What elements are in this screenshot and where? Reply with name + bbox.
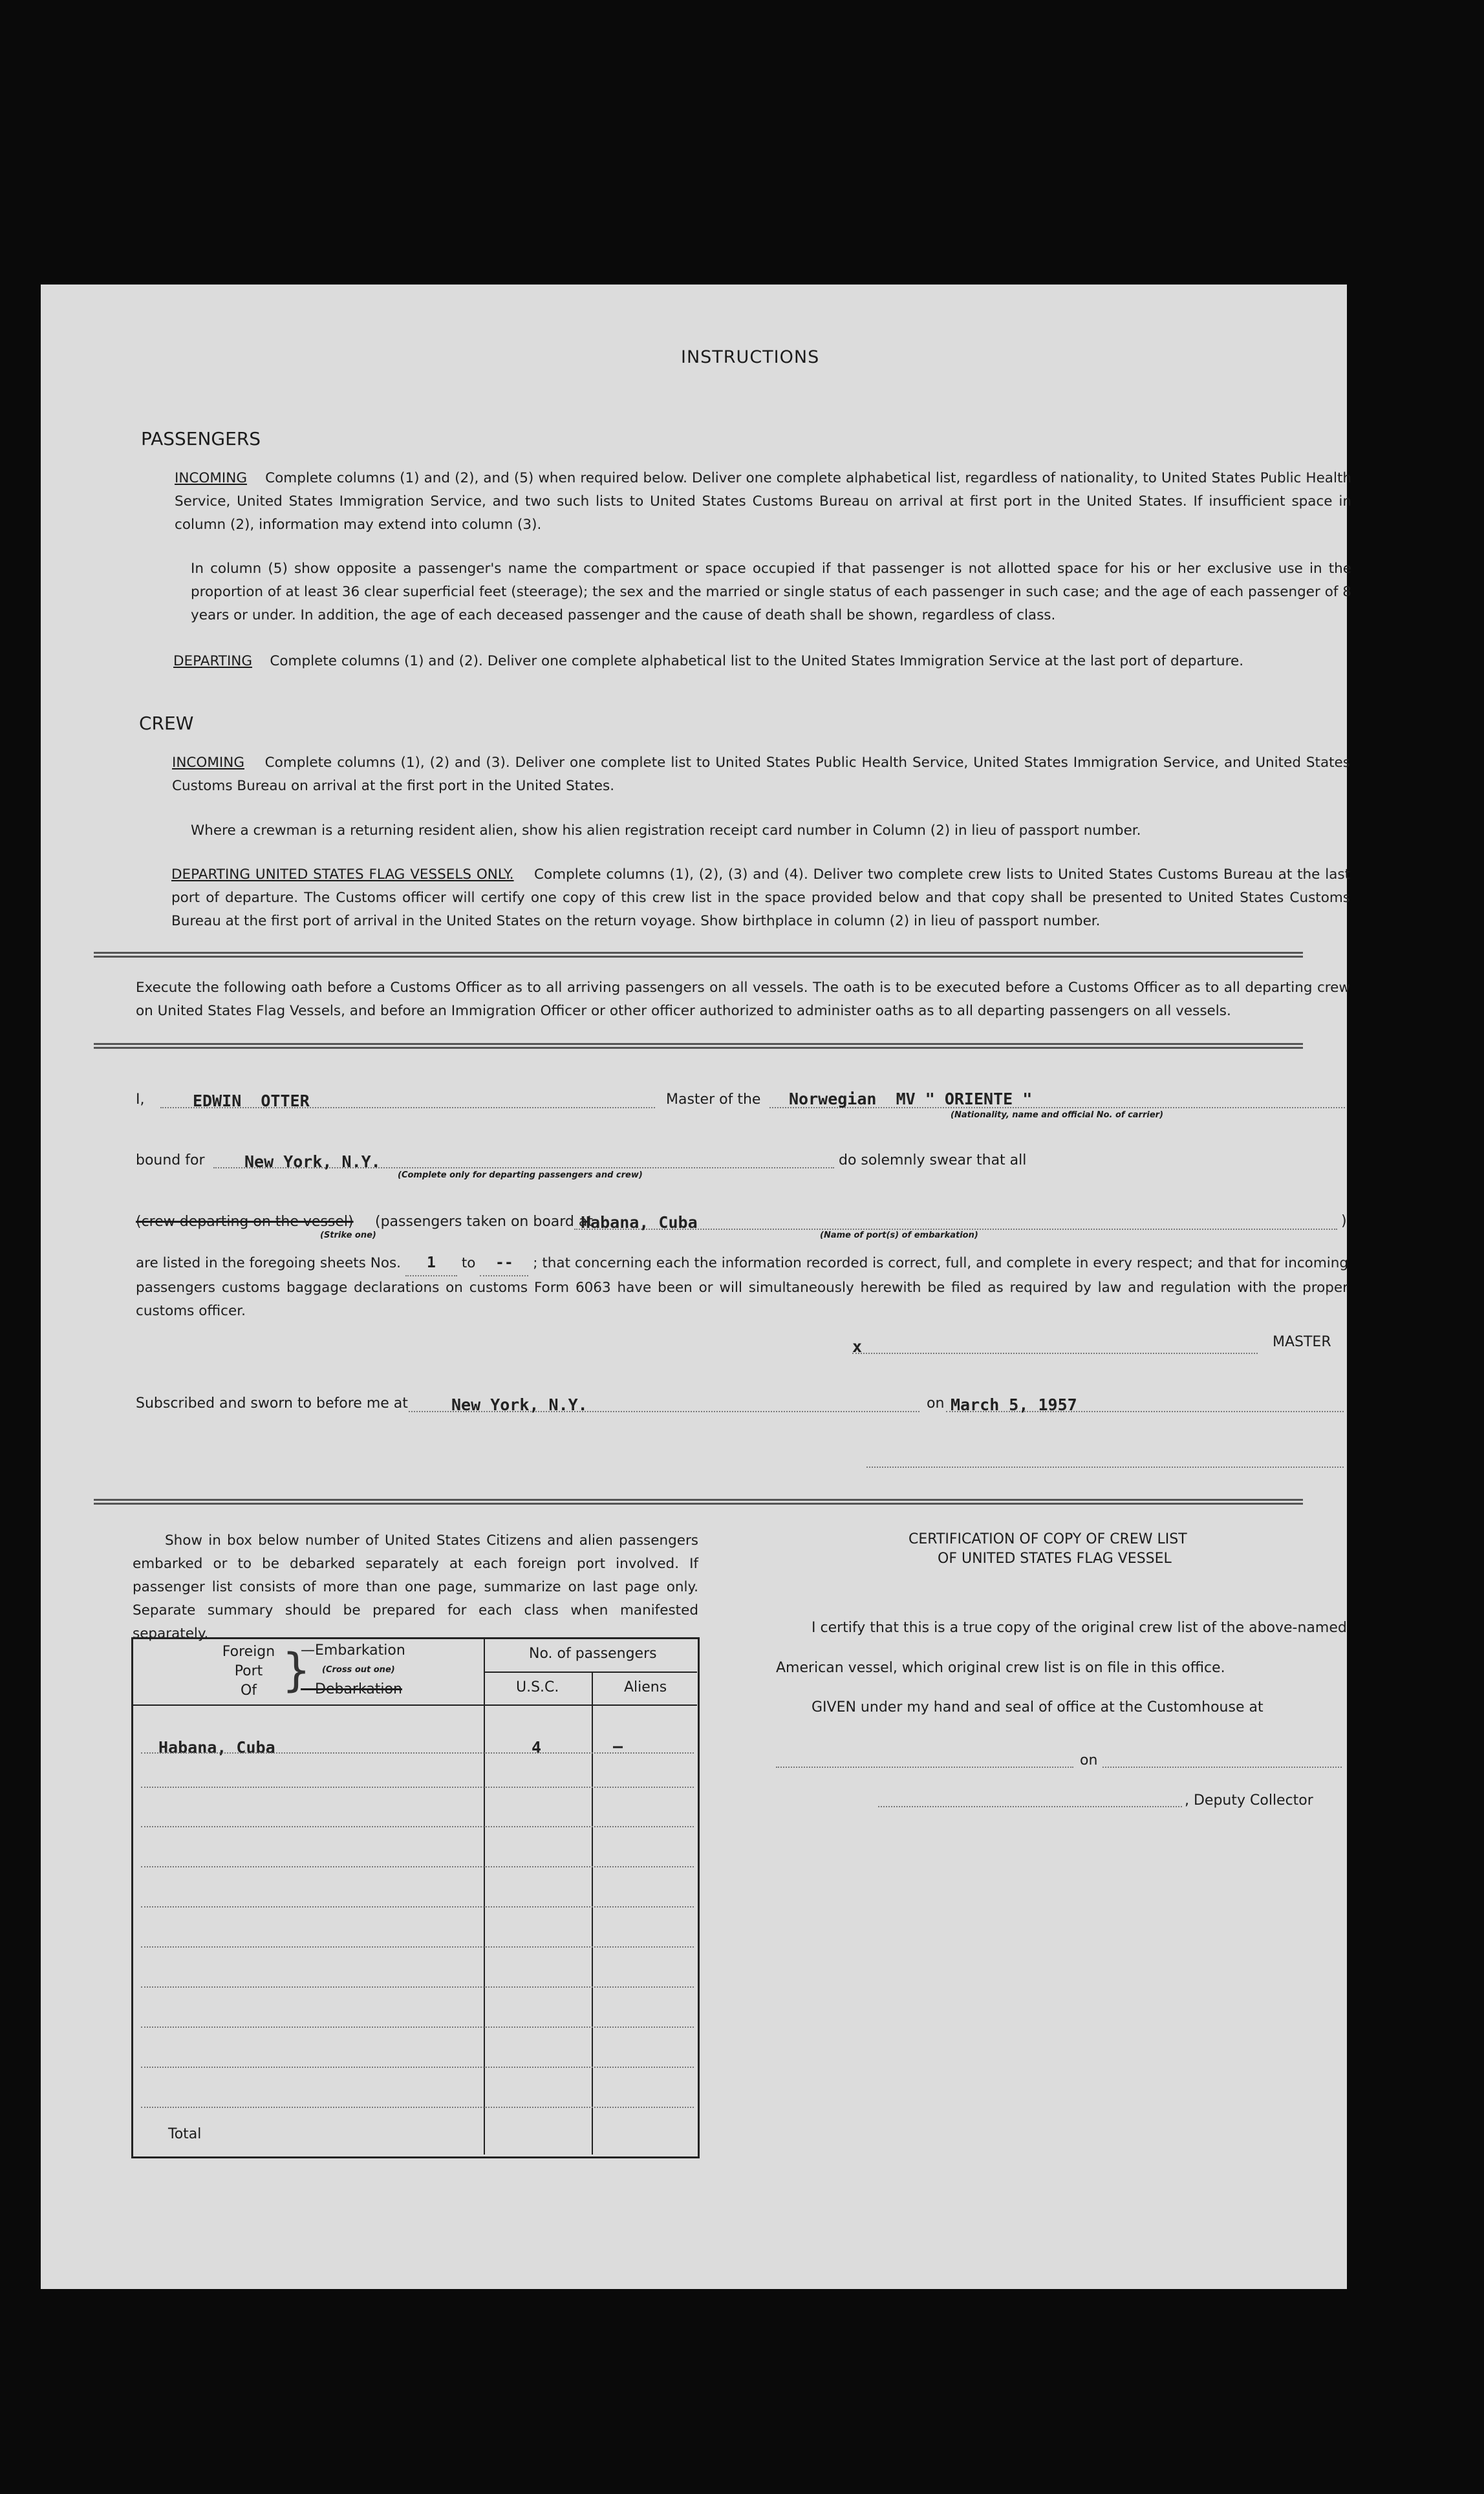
- crew-heading: CREW: [139, 713, 194, 734]
- passengers-departing-text: Complete columns (1) and (2). Deliver one complete alphabetical list to the United States Immigration Service at the last port of departure.: [270, 653, 1244, 669]
- row-usc: 4: [532, 1738, 542, 1757]
- brace: }: [282, 1644, 311, 1697]
- row-line-4: [141, 1866, 694, 1867]
- sworn-on-label: on: [927, 1395, 945, 1412]
- sheet-to: --: [495, 1254, 513, 1271]
- bound-note: (Complete only for departing passengers and crew): [398, 1170, 643, 1180]
- deputy-label: , Deputy Collector: [1185, 1792, 1313, 1809]
- crew-incoming-text: Complete columns (1), (2) and (3). Deliver one complete list to United States Public Health Service, United States Immigration Service, and United States Customs Bureau on arrival at the first port in the United States.: [172, 755, 1350, 794]
- passengers-incoming-text: Complete columns (1) and (2), and (5) when required below. Deliver one complete alphabetical list, regardless of nationality, to United States Public Health Service, United States Immigration Service, and two such lists to United States Customs Bureau on arrival at first port in the United States. If insufficient space in column (2), information may extend into column (3).: [175, 470, 1352, 533]
- row-line-7: [141, 1986, 694, 1988]
- master-name: EDWIN OTTER: [193, 1091, 310, 1110]
- row-line-5: [141, 1906, 694, 1908]
- col-divider-1: [484, 1639, 485, 2155]
- master-label: MASTER: [1273, 1334, 1331, 1350]
- crew-resident: Where a crewman is a returning resident alien, show his alien registration receipt card number in Column (2) in lieu of passport number.: [191, 822, 1141, 839]
- deputy-signature-line: [878, 1806, 1182, 1807]
- cert-line-2: American vessel, which original crew list is on file in this office.: [776, 1660, 1225, 1676]
- port-note: (Name of port(s) of embarkation): [820, 1231, 978, 1240]
- header-bottom-line: [133, 1704, 697, 1706]
- oath-i-label: I,: [136, 1091, 145, 1108]
- passengers-departing: [173, 650, 1350, 673]
- row-line-8: [141, 2026, 694, 2028]
- signature-mark: x: [852, 1337, 863, 1356]
- close-paren: ): [1341, 1213, 1347, 1229]
- strike-note: (Strike one): [320, 1231, 376, 1240]
- master-of-label: Master of the: [666, 1091, 761, 1108]
- bound-for-label: bound for: [136, 1152, 205, 1168]
- swear-text: do solemnly swear that all: [839, 1152, 1027, 1168]
- crew-departing-text: Complete columns (1), (2), (3) and (4). Deliver two complete crew lists to United States Customs Bureau at the last port of departure. The Customs officer will certify one copy of this crew list in the space provided below and that copy shall be presented to United States Customs Bureau at the first port of arrival in the United States on the return voyage. Show birthplace in column (2) in lieu of passport number.: [171, 866, 1351, 929]
- row-aliens: —: [613, 1737, 623, 1756]
- vessel-note: (Nationality, name and official No. of carrier): [951, 1110, 1164, 1120]
- summary-table: [131, 1637, 700, 2158]
- crew-struck-option: (crew departing on the vessel): [136, 1214, 354, 1230]
- port-word: Port: [234, 1663, 263, 1679]
- of-word: Of: [240, 1682, 257, 1699]
- crew-departing: [171, 863, 1350, 933]
- port-embarked: Habana, Cuba: [581, 1213, 698, 1232]
- cross-out-note: (Cross out one): [322, 1665, 395, 1675]
- passengers-incoming: [175, 467, 1351, 537]
- passengers-option: (passengers taken on board at: [375, 1214, 593, 1230]
- cert-line-1: I certify that this is a true copy of the original crew list of the above-named: [812, 1620, 1347, 1636]
- sworn-place: New York, N.Y.: [451, 1395, 588, 1414]
- crew-incoming-label: INCOMING: [172, 755, 244, 771]
- usc-header: U.S.C.: [516, 1679, 559, 1695]
- cert-title-2: OF UNITED STATES FLAG VESSEL: [938, 1551, 1172, 1567]
- sheet-from-field: [405, 1251, 457, 1276]
- row-line-9: [141, 2067, 694, 2068]
- bound-for-value: New York, N.Y.: [244, 1152, 381, 1171]
- embarkation-label: —Embarkation: [301, 1642, 405, 1659]
- officer-signature-line: [866, 1467, 1344, 1468]
- passengers-incoming-label: INCOMING: [175, 470, 247, 486]
- listed-paragraph: [136, 1251, 1348, 1323]
- oath-intro: Execute the following oath before a Customs Officer as to all arriving passengers on all vessels. The oath is to be executed before a Customs Officer as to all departing crew on United States Flag Vessels, and before an Immigration Officer or other officer authorized to administer oaths as to all departing passengers on all vessels.: [136, 980, 1350, 1019]
- master-signature-line: [852, 1353, 1258, 1354]
- cert-title-1: CERTIFICATION OF COPY OF CREW LIST: [909, 1531, 1187, 1547]
- row-line-2: [141, 1787, 694, 1788]
- cert-date-line: [1102, 1767, 1342, 1768]
- cert-line-3: GIVEN under my hand and seal of office at the Customhouse at: [812, 1699, 1264, 1715]
- subscribed-label: Subscribed and sworn to before me at: [136, 1395, 408, 1412]
- customhouse-line: [776, 1767, 1073, 1768]
- sworn-date: March 5, 1957: [951, 1395, 1077, 1414]
- vessel-name: Norwegian MV " ORIENTE ": [789, 1090, 1033, 1108]
- crew-incoming: [172, 751, 1350, 798]
- row-line-6: [141, 1946, 694, 1948]
- row-port: Habana, Cuba: [158, 1738, 275, 1757]
- divider-1: [94, 952, 1303, 958]
- listed-text-1: are listed in the foregoing sheets Nos.: [136, 1255, 402, 1271]
- passengers-departing-label: DEPARTING: [173, 653, 253, 669]
- foreign-word: Foreign: [222, 1644, 275, 1660]
- row-line-1: [141, 1752, 694, 1754]
- instructions-title: INSTRUCTIONS: [681, 347, 820, 367]
- divider-2: [94, 1043, 1303, 1049]
- listed-text-2: ; that concerning each the information recorded is correct, full, and complete in every respect; and that for incoming passengers customs baggage declarations on customs Form 6063 have been or will simultaneously herewith be filed as required by law and regulation with the proper customs officer.: [136, 1255, 1349, 1319]
- header-sub-line: [485, 1672, 697, 1673]
- summary-instructions: Show in box below number of United States Citizens and alien passengers embarked or to be debarked separately at each foreign port involved. If passenger list consists of more than one page, summarize on last page only. Separate summary should be prepared for each class when manifested separately.: [133, 1532, 698, 1642]
- crew-departing-label: DEPARTING UNITED STATES FLAG VESSELS ONLY.: [171, 866, 514, 883]
- aliens-header: Aliens: [624, 1679, 667, 1695]
- passengers-column5: In column (5) show opposite a passenger's name the compartment or space occupied if that passenger is not allotted space for his or her exclusive use in the proportion of at least 36 clear superficial feet (steerage); the sex and the married or single status of each passenger in such case; and the age of each passenger of 8 years or under. In addition, the age of each deceased passenger and the cause of death shall be shown, regardless of class.: [191, 561, 1351, 623]
- divider-3: [94, 1499, 1303, 1505]
- total-label: Total: [168, 2126, 202, 2142]
- col-divider-2: [592, 1672, 593, 2155]
- sheet-from: 1: [426, 1254, 436, 1271]
- to-label: to: [461, 1255, 476, 1271]
- row-line-3: [141, 1826, 694, 1827]
- row-line-10: [141, 2107, 694, 2108]
- no-passengers-header: No. of passengers: [529, 1646, 657, 1662]
- passengers-heading: PASSENGERS: [141, 428, 261, 449]
- sheet-to-field: [480, 1251, 528, 1276]
- cert-on-label: on: [1080, 1752, 1098, 1768]
- debarkation-label: —Debarkation: [301, 1681, 402, 1697]
- foreign-port-label: [221, 1642, 276, 1701]
